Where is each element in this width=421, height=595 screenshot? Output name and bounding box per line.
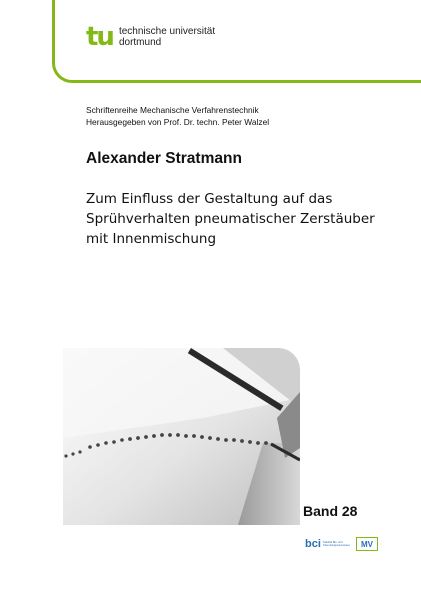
bci-faculty-line1: Fakultät Bio- und: [322, 541, 343, 544]
tu-logo-mark: tu: [86, 22, 113, 52]
cover-photo: [63, 348, 300, 525]
university-logo: [86, 24, 215, 50]
university-name: [119, 26, 215, 48]
university-name-line1: technische universität: [118, 26, 216, 37]
university-name-line2: dortmund: [118, 37, 162, 48]
bci-logo-mark: bci: [305, 538, 321, 550]
bci-logo: [305, 538, 350, 550]
book-title-line3: mit Innenmischung: [86, 231, 217, 247]
bci-faculty-line2: Chemieingenieurwesen: [322, 544, 351, 547]
book-title-line2: Sprühverhalten pneumatischer Zerstäuber: [86, 211, 375, 227]
volume-number: Band 28: [303, 503, 358, 519]
book-title: [86, 189, 406, 249]
author-name: Alexander Stratmann: [86, 150, 242, 167]
mv-logo: MV: [356, 537, 378, 551]
footer-logos: [305, 537, 378, 551]
series-name: Schriftenreihe Mechanische Verfahrenstechnik: [86, 105, 259, 115]
series-editor: Herausgegeben von Prof. Dr. techn. Peter Walzel: [86, 116, 270, 127]
bci-faculty-name: [323, 541, 350, 547]
series-info: [86, 105, 269, 128]
book-title-line1: Zum Einfluss der Gestaltung auf das: [86, 191, 333, 207]
spray-photo-illustration: [63, 348, 300, 525]
